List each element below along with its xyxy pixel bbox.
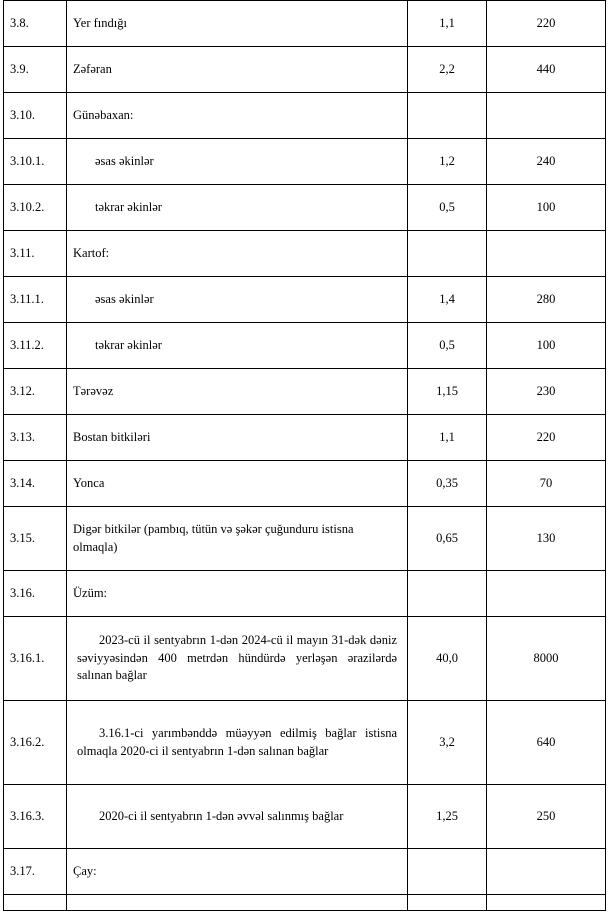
row-number: [4, 895, 67, 911]
table-row: [4, 701, 606, 785]
row-amount: 250: [487, 785, 606, 849]
row-title: Yer fındığı: [67, 1, 408, 47]
row-number: 3.16.3.: [4, 785, 67, 849]
row-rate: 1,4: [408, 277, 487, 323]
row-number: 3.13.: [4, 415, 67, 461]
row-rate: [408, 895, 487, 911]
row-number: 3.11.1.: [4, 277, 67, 323]
row-title: Digər bitkilər (pambıq, tütün və şəkər çuğunduru istisna olmaqla): [67, 507, 408, 571]
row-rate: [408, 231, 487, 277]
table-row: [4, 461, 606, 507]
table-row: [4, 139, 606, 185]
row-number: 3.10.1.: [4, 139, 67, 185]
row-title: əsas əkinlər: [67, 277, 408, 323]
row-title: əsas əkinlər: [67, 139, 408, 185]
row-rate: 3,2: [408, 701, 487, 785]
row-amount: 230: [487, 369, 606, 415]
table-row: [4, 785, 606, 849]
table-row: [4, 895, 606, 911]
table-row: [4, 277, 606, 323]
row-title: Zəfəran: [67, 47, 408, 93]
row-rate: 0,5: [408, 185, 487, 231]
row-rate: 2,2: [408, 47, 487, 93]
row-title: Kartof:: [67, 231, 408, 277]
row-title: 2020-ci il sentyabrın 1-dən əvvəl salınmış bağlar: [67, 785, 408, 849]
row-amount: 8000: [487, 617, 606, 701]
row-number: 3.16.1.: [4, 617, 67, 701]
row-title: Bostan bitkiləri: [67, 415, 408, 461]
row-title: [67, 895, 408, 911]
table-row: [4, 1, 606, 47]
row-title: Yonca: [67, 461, 408, 507]
row-number: 3.10.: [4, 93, 67, 139]
row-title: Çay:: [67, 849, 408, 895]
row-title: təkrar əkinlər: [67, 323, 408, 369]
row-amount: 240: [487, 139, 606, 185]
row-number: 3.16.: [4, 571, 67, 617]
row-rate: 1,1: [408, 1, 487, 47]
row-amount: [487, 849, 606, 895]
table-row: [4, 47, 606, 93]
row-amount: 100: [487, 323, 606, 369]
row-rate: 1,1: [408, 415, 487, 461]
row-amount: [487, 93, 606, 139]
row-amount: 130: [487, 507, 606, 571]
table-row: [4, 231, 606, 277]
row-amount: 440: [487, 47, 606, 93]
row-title: Üzüm:: [67, 571, 408, 617]
row-number: 3.11.: [4, 231, 67, 277]
row-title: təkrar əkinlər: [67, 185, 408, 231]
row-amount: 220: [487, 1, 606, 47]
row-number: 3.11.2.: [4, 323, 67, 369]
table-row: [4, 185, 606, 231]
row-number: 3.17.: [4, 849, 67, 895]
row-amount: 220: [487, 415, 606, 461]
rate-table: [3, 0, 606, 911]
row-amount: [487, 571, 606, 617]
row-number: 3.9.: [4, 47, 67, 93]
row-title: 2023-cü il sentyabrın 1-dən 2024-cü il mayın 31-dək dəniz səviyyəsindən 400 metrdən hündürdə yerləşən ərazilərdə salınan bağlar: [67, 617, 408, 701]
row-rate: 0,65: [408, 507, 487, 571]
row-title: 3.16.1-ci yarımbənddə müəyyən edilmiş bağlar istisna olmaqla 2020-ci il sentyabrın 1-dən salınan bağlar: [67, 701, 408, 785]
table-row: [4, 849, 606, 895]
row-title: Günəbaxan:: [67, 93, 408, 139]
table-row: [4, 93, 606, 139]
row-number: 3.14.: [4, 461, 67, 507]
row-rate: [408, 93, 487, 139]
table-row: [4, 369, 606, 415]
table-row: [4, 507, 606, 571]
table-row: [4, 617, 606, 701]
row-number: 3.12.: [4, 369, 67, 415]
row-rate: 1,2: [408, 139, 487, 185]
row-rate: 0,35: [408, 461, 487, 507]
row-number: 3.15.: [4, 507, 67, 571]
table-row: [4, 571, 606, 617]
row-rate: 1,25: [408, 785, 487, 849]
row-amount: 70: [487, 461, 606, 507]
row-rate: 1,15: [408, 369, 487, 415]
table-row: [4, 323, 606, 369]
row-rate: 40,0: [408, 617, 487, 701]
row-number: 3.10.2.: [4, 185, 67, 231]
row-number: 3.8.: [4, 1, 67, 47]
row-amount: 280: [487, 277, 606, 323]
row-rate: [408, 849, 487, 895]
row-rate: [408, 571, 487, 617]
row-title: Tərəvəz: [67, 369, 408, 415]
row-amount: 100: [487, 185, 606, 231]
row-rate: 0,5: [408, 323, 487, 369]
row-amount: [487, 895, 606, 911]
row-amount: [487, 231, 606, 277]
table-body: [4, 1, 606, 911]
table-row: [4, 415, 606, 461]
row-amount: 640: [487, 701, 606, 785]
row-number: 3.16.2.: [4, 701, 67, 785]
